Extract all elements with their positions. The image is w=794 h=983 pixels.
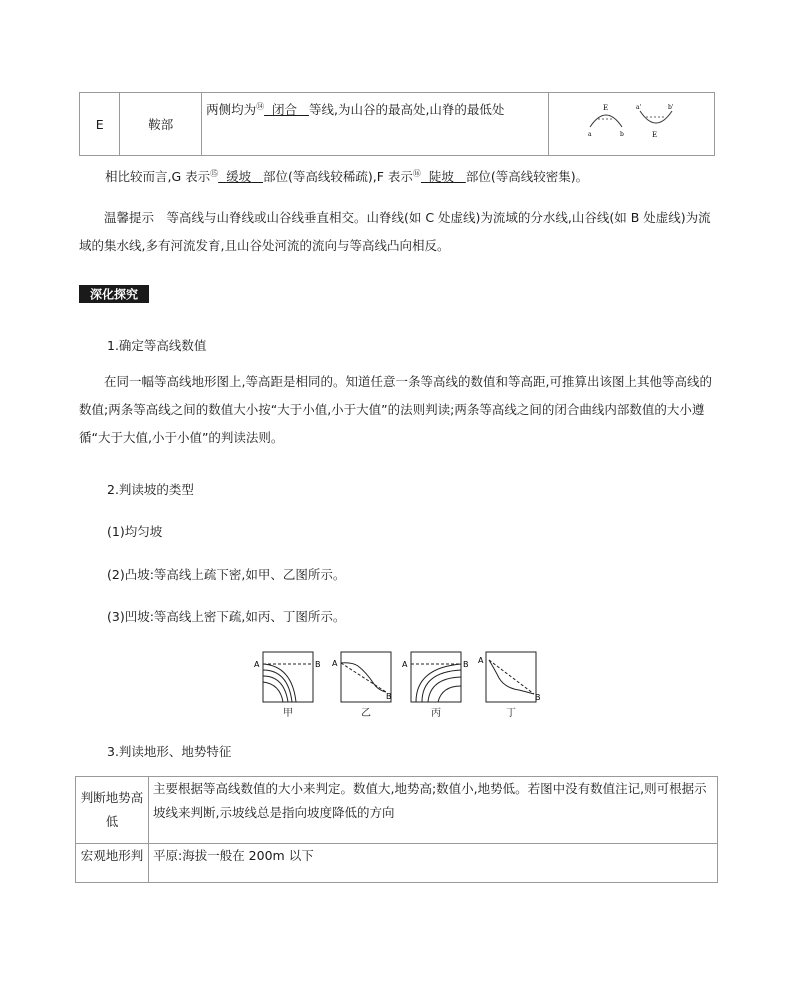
saddle-diagram <box>584 101 680 141</box>
caption-jia: 甲 <box>283 708 293 719</box>
compare-blank-2: 陡坡 <box>428 169 454 185</box>
compare-number-2: ⑯ <box>412 169 421 178</box>
compare-prefix: 相比较而言,G 表示 <box>105 169 211 185</box>
compare-suffix: 部位(等高线较密集)。 <box>465 169 589 185</box>
badge-text: 深化探究 <box>89 287 139 302</box>
landform-table <box>79 92 715 156</box>
row-description <box>202 93 549 156</box>
terrain-row-2-body: 平原:海拔一般在 200m 以下 <box>149 844 718 883</box>
section-2-title: 2.判读坡的类型 <box>107 482 194 497</box>
section-1-title: 1.确定等高线数值 <box>107 338 207 353</box>
caption-bing: 丙 <box>431 708 441 719</box>
compare-blank-1: 缓坡 <box>226 169 252 185</box>
section-3-title: 3.判读地形、地势特征 <box>107 744 232 759</box>
terrain-row-2-head: 宏观地形判 <box>76 844 149 883</box>
row-code: E <box>80 93 120 156</box>
row-name: 鞍部 <box>120 93 202 156</box>
label-a-jia: A <box>254 660 260 669</box>
caption-ding: 丁 <box>506 708 516 719</box>
label-a-yi: A <box>332 659 338 668</box>
slope-item-1: (1)均匀坡 <box>107 524 163 539</box>
saddle-diagram-cell <box>549 93 715 156</box>
label-b-yi: B <box>386 692 392 701</box>
label-a-ding: A <box>478 656 484 665</box>
tip-paragraph: 温馨提示 等高线与山脊线或山谷线垂直相交。山脊线(如 C 处虚线)为流域的分水线,山谷线(如 B 处虚线)为流域的集水线,多有河流发育,且山谷处河流的流向与等高线凸向相反。 <box>79 210 711 253</box>
slope-item-3: (3)凹坡:等高线上密下疏,如丙、丁图所示。 <box>107 609 346 624</box>
label-b-jia: B <box>315 660 321 669</box>
section-badge <box>79 285 149 303</box>
label-e-top: E <box>602 103 608 112</box>
desc-number: ⑭ <box>256 102 265 111</box>
label-a: a <box>587 130 592 138</box>
label-b-prime: b' <box>667 103 674 111</box>
table-row <box>76 777 718 844</box>
desc-prefix: 两侧均为 <box>206 102 257 118</box>
compare-paragraph <box>105 160 741 191</box>
table-row <box>76 844 718 883</box>
compare-number-1: ⑮ <box>210 169 219 178</box>
label-b-bing: B <box>463 660 469 669</box>
terrain-row-1-head: 判断地势高低 <box>76 777 149 844</box>
desc-blank: 闭合 <box>272 102 298 118</box>
table-row <box>80 93 715 156</box>
label-a-prime: a' <box>635 103 641 111</box>
terrain-table <box>75 776 718 883</box>
label-a-bing: A <box>402 660 408 669</box>
slope-item-2: (2)凸坡:等高线上疏下密,如甲、乙图所示。 <box>107 567 346 582</box>
caption-yi: 乙 <box>361 708 371 719</box>
figure-yi <box>330 650 402 706</box>
desc-suffix: 等线,为山谷的最高处,山脊的最低处 <box>308 102 505 118</box>
section-1-body: 在同一幅等高线地形图上,等高距是相同的。知道任意一条等高线的数值和等高距,可推算出该图上其他等高线的数值;两条等高线之间的数值大小按“大于小值,小于大值”的法则判读;两条等高线之间的闭合曲线内部数值的大小遵循“大于大值,小于小值”的判读法则。 <box>79 374 712 445</box>
figure-bing <box>400 650 472 706</box>
figure-ding <box>475 650 547 706</box>
label-e-bottom: E <box>651 130 657 139</box>
figure-jia <box>252 650 324 706</box>
compare-middle: 部位(等高线较稀疏),F 表示 <box>263 169 413 185</box>
label-b-ding: B <box>535 693 541 702</box>
label-b: b <box>619 130 624 138</box>
terrain-row-1-body: 主要根据等高线数值的大小来判定。数值大,地势高;数值小,地势低。若图中没有数值注记,则可根据示坡线来判断,示坡线总是指向坡度降低的方向 <box>149 777 718 844</box>
